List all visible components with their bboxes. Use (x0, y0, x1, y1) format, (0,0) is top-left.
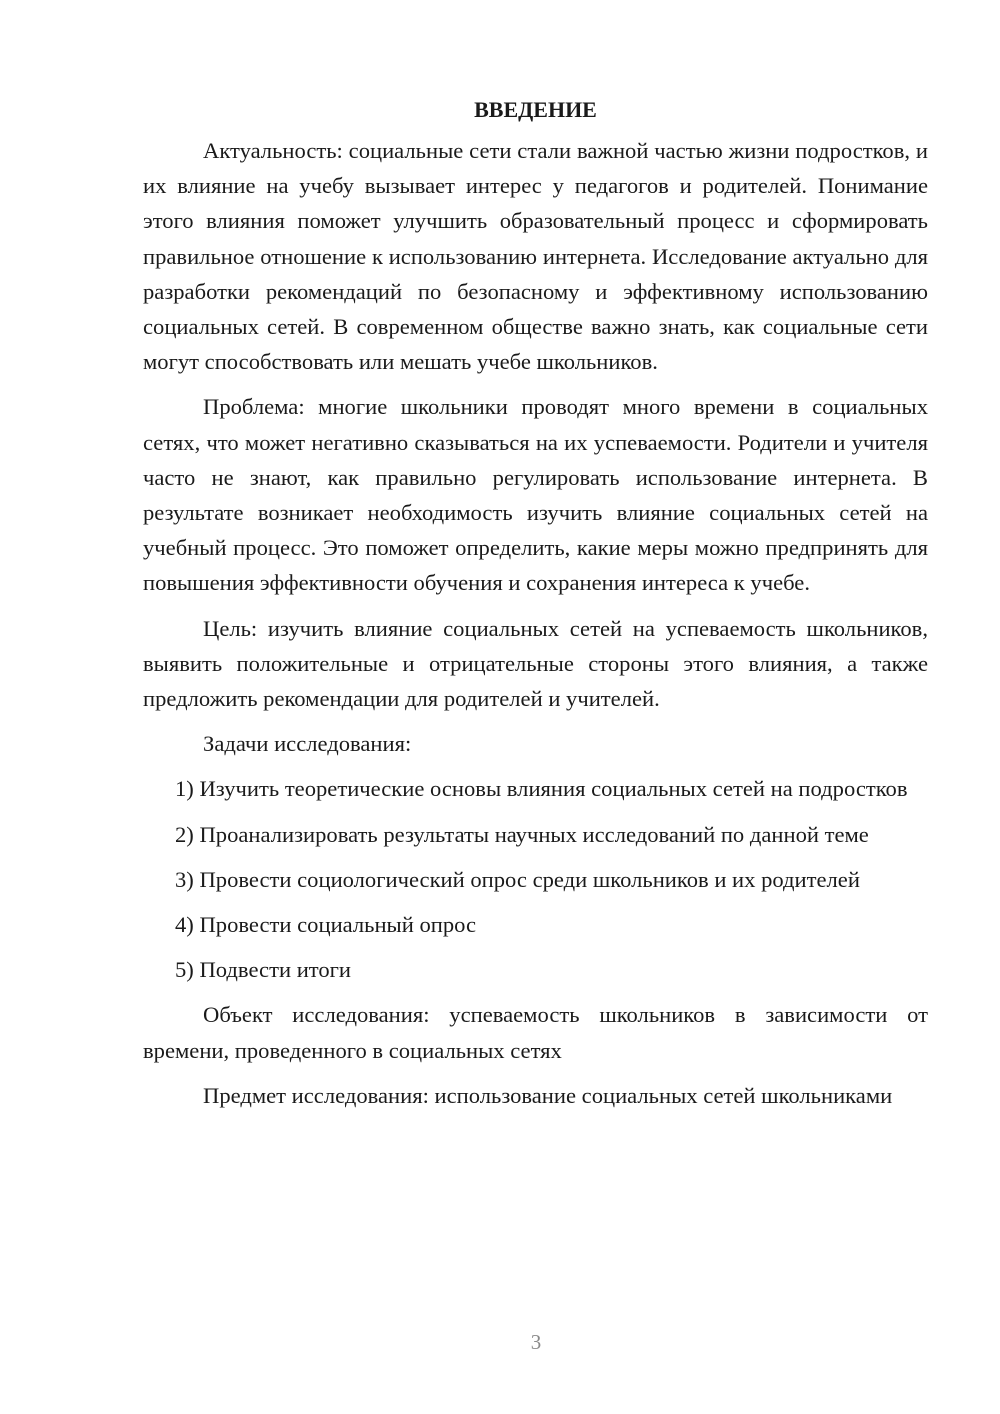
task-item: 5) Подвести итоги (175, 957, 352, 983)
page-number: 3 (530, 1330, 542, 1354)
tasks-title: Задачи исследования: (203, 731, 412, 757)
task-item: 1) Изучить теоретические основы влияния социальных сетей на подростков (175, 776, 908, 802)
task-item: 4) Провести социальный опрос (175, 912, 477, 938)
subject-paragraph: Предмет исследования: использование социальных сетей школьниками (203, 1082, 893, 1108)
relevance-paragraph: Актуальность: социальные сети стали важной частью жизни подростков, и их влияние на учебу вызывает интерес у педагогов и родителей. Понимание этого влияния поможет улучшить образовательный процесс и сформировать правильное отношение к использованию интернета. Исследование актуально для разработки рекомендаций по безопасному и эффективному использованию социальных сетей. В современном обществе важно знать, как социальные сети могут способствовать или мешать учебе школьников. (143, 138, 928, 375)
problem-paragraph: Проблема: многие школьники проводят много времени в социальных сетях, что может негативно сказываться на их успеваемости. Родители и учителя часто не знают, как правильно регулировать использование интернета. В результате возникает необходимость изучить влияние социальных сетей на учебный процесс. Это поможет определить, какие меры можно предпринять для повышения эффективности обучения и сохранения интереса к учебе. (143, 394, 928, 596)
document-page (143, 92, 928, 1123)
object-paragraph: Объект исследования: успеваемость школьников в зависимости от времени, проведенного в социальных сетях (143, 1002, 928, 1063)
goal-paragraph: Цель: изучить влияние социальных сетей на успеваемость школьников, выявить положительные и отрицательные стороны этого влияния, а также предложить рекомендации для родителей и учителей. (143, 615, 928, 712)
task-item: 3) Провести социологический опрос среди школьников и их родителей (175, 866, 860, 892)
task-item: 2) Проанализировать результаты научных исследований по данной теме (175, 821, 869, 847)
page-title: ВВЕДЕНИЕ (474, 97, 597, 122)
